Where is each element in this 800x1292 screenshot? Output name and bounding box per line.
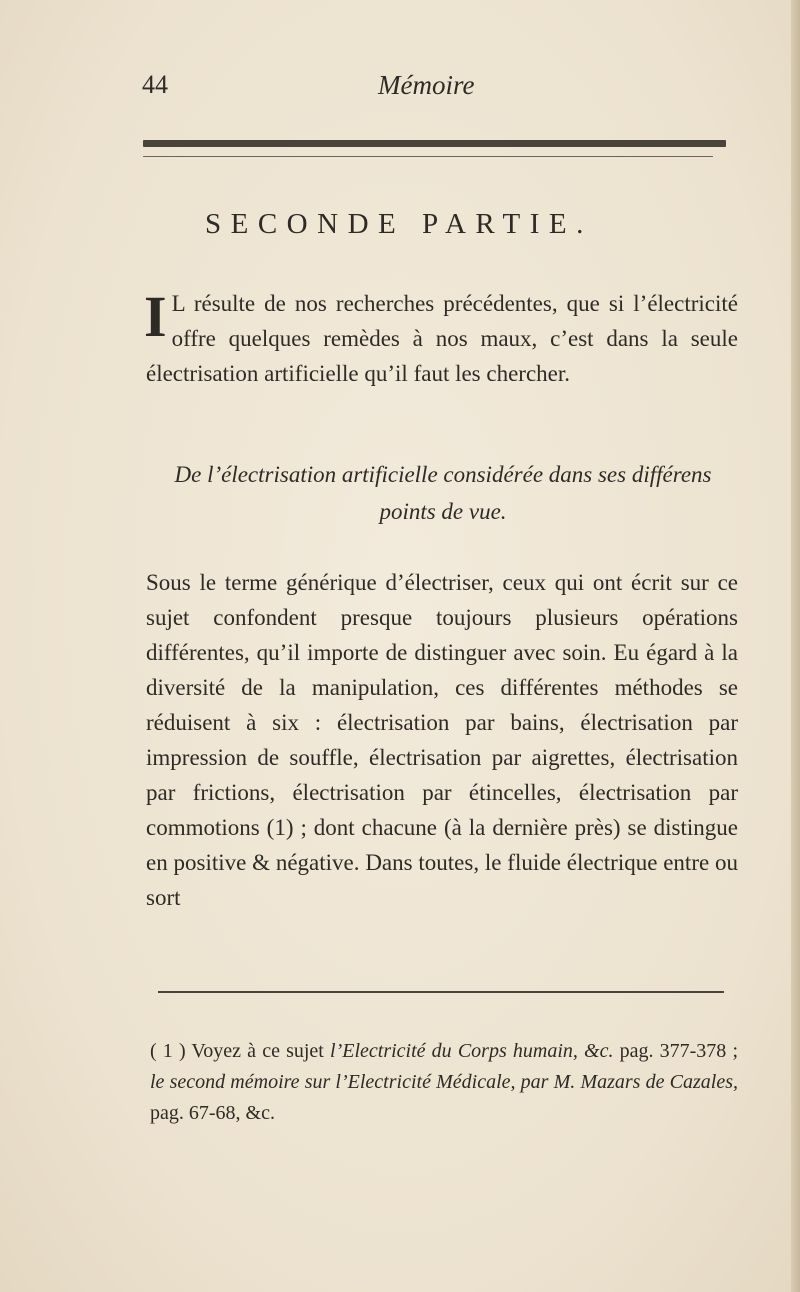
subheading: De l’électrisation artificielle considérée dans ses différens points de vue.: [174, 462, 712, 524]
page-edge: [791, 0, 800, 1292]
header-rule-thick: [143, 140, 726, 147]
running-head: Mémoire: [378, 70, 475, 100]
footnote-title-2: le second mémoire sur l’Electricité Médicale, par M. Mazars de Cazales,: [150, 1071, 738, 1093]
footnote-pages-1: pag. 377-378 ;: [619, 1040, 739, 1062]
body-paragraph: Sous le terme générique d’électriser, ceux qui ont écrit sur ce sujet confondent presque toujours plusieurs opérations différentes, qu’il importe de distinguer avec soin. Eu égard à la diversité de la manipulation, ces différentes méthodes se réduisent à six : électrisation par bains, électrisation par impression de souffle, électrisation par aigrettes, électrisation par frictions, électrisation par étincelles, électrisation par commotions (1) ; dont chacune (à la dernière près) se distingue en positive & négative. Dans toutes, le fluide électrique entre ou sort: [146, 570, 738, 910]
drop-cap: I: [144, 284, 167, 349]
footnote-rule: [158, 991, 724, 993]
section-title: SECONDE PARTIE.: [205, 208, 593, 240]
intro-paragraph: [146, 286, 738, 391]
intro-text: L résulte de nos recherches précédentes, que si l’électricité offre quelques remèdes à nos maux, c’est dans la seule électrisation artificielle qu’il faut les chercher.: [146, 291, 738, 386]
header-rule-thin: [143, 156, 713, 157]
page-header: [0, 70, 800, 110]
footnote: [150, 1036, 738, 1129]
footnote-title-1: l’Electricité du Corps humain, &c.: [330, 1040, 614, 1062]
page-number: 44: [142, 70, 168, 99]
footnote-pages-2: pag. 67-68, &c.: [150, 1102, 275, 1124]
footnote-lead: ( 1 ) Voyez à ce sujet: [150, 1040, 324, 1062]
